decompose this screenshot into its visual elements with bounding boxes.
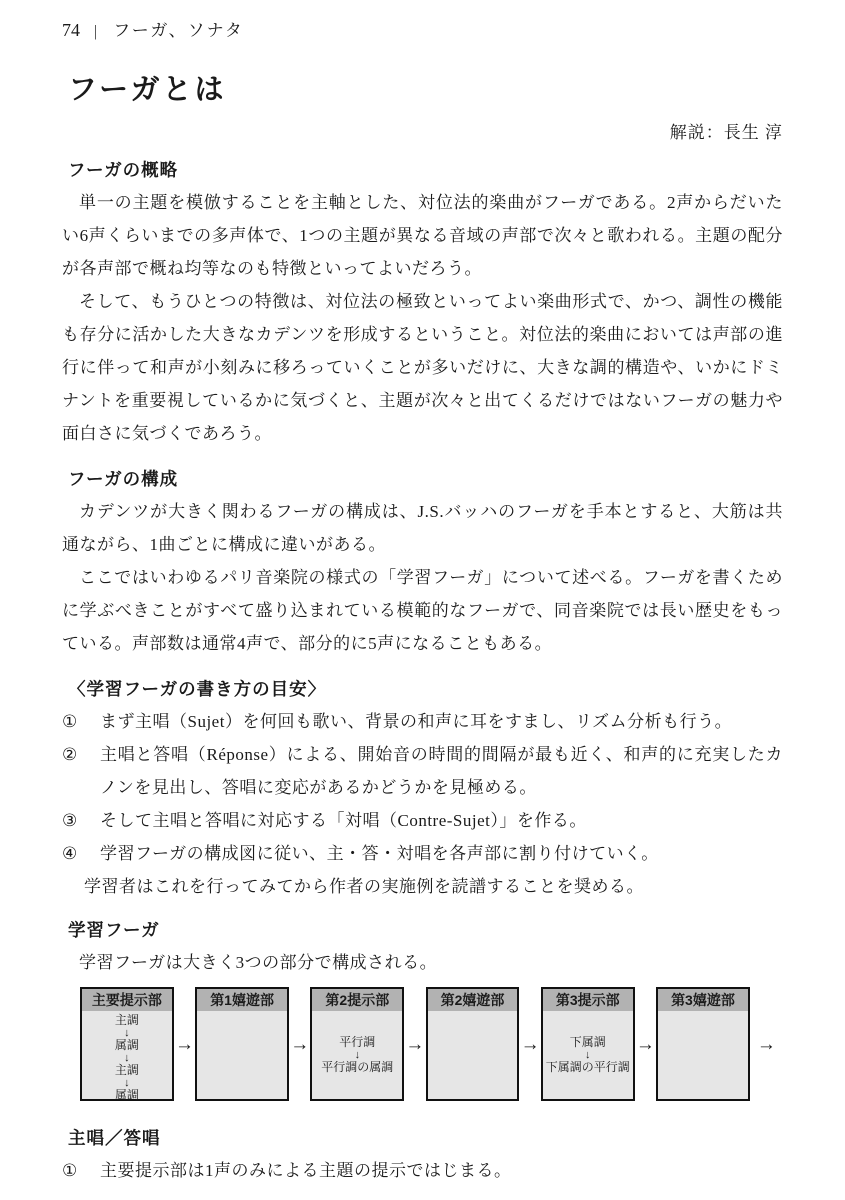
- box-body: [197, 1011, 287, 1099]
- key-label: 属調: [114, 1038, 139, 1053]
- right-arrow-icon: →: [520, 1033, 540, 1055]
- down-arrow-icon: ↓: [354, 1049, 361, 1062]
- key-label: 主調: [114, 1013, 139, 1028]
- paragraph-overview-1: 単一の主題を模倣することを主軸とした、対位法的楽曲がフーガである。2声からだいたい6声くらいまでの多声体で、1つの主題が異なる音域の声部で次々と歌われる。主題の配分が各声部で概ね均等なのも特徴といってよいだろう。: [62, 193, 783, 278]
- header-divider: |: [94, 23, 100, 40]
- key-label: 下属調: [569, 1035, 606, 1050]
- byline: 解説：長生 淳: [669, 123, 783, 142]
- key-label: 平行調の属調: [321, 1060, 394, 1075]
- right-arrow-icon: →: [405, 1033, 425, 1055]
- study-fugue-intro: 学習フーガは大きく3つの部分で構成される。: [79, 953, 438, 972]
- step-marker: ①: [62, 712, 78, 731]
- down-arrow-icon: ↓: [585, 1049, 591, 1062]
- diagram-box-main-exposition: [80, 987, 174, 1101]
- box-title: 第1嬉遊部: [197, 989, 287, 1011]
- box-title: 第3提示部: [543, 989, 633, 1011]
- step-text: そして主唱と答唱に対応する「対唱（Contre-Sujet）」を作る。: [100, 811, 587, 830]
- subject-answer-list: [62, 1154, 783, 1187]
- right-arrow-icon: →: [290, 1033, 310, 1055]
- key-label: 属調: [114, 1088, 139, 1103]
- box-body: [312, 1011, 402, 1099]
- subject-answer-item-1: [62, 1154, 783, 1187]
- step-marker: ③: [62, 811, 78, 830]
- guideline-note: 学習者はこれを行ってみてから作者の実施例を読譜することを奨める。: [84, 877, 644, 896]
- section-heading-structure: フーガの構成: [68, 469, 179, 489]
- right-arrow-icon: →: [635, 1033, 655, 1055]
- running-header: [62, 16, 783, 41]
- box-body: [82, 1011, 172, 1105]
- guideline-heading: 〈学習フーガの書き方の目安〉: [68, 679, 327, 699]
- diagram-box-exposition-3: [541, 987, 635, 1101]
- study-fugue-heading: 学習フーガ: [68, 920, 160, 940]
- fugue-structure-diagram: [80, 987, 783, 1101]
- paragraph-structure-2: ここではいわゆるパリ音楽院の様式の「学習フーガ」について述べる。フーガを書くために学ぶべきことがすべて盛り込まれている模範的なフーガで、同音楽院では長い歴史をもっている。声部数は通常4声で、部分的に5声になることもある。: [62, 568, 783, 653]
- paragraph-overview-2: そして、もうひとつの特徴は、対位法の極致といってよい楽曲形式で、かつ、調性の機能も存分に活かした大きなカデンツを形成するということ。対位法的楽曲においては声部の進行に伴って和声が小刻みに移ろっていくことが多いだけに、大きな調的構造や、いかにドミナントを重要視しているかに気づくと、主題が次々と出てくるだけではないフーガの魅力や面白さに気づくであろう。: [62, 292, 783, 443]
- step-marker: ④: [62, 844, 78, 863]
- box-body: [428, 1011, 518, 1099]
- box-body: [543, 1011, 633, 1099]
- down-arrow-icon: ↓: [124, 1077, 130, 1090]
- box-body: [658, 1011, 748, 1099]
- guideline-item-3: [62, 804, 783, 837]
- step-text: 主要提示部は1声のみによる主題の提示ではじまる。: [100, 1161, 512, 1180]
- box-title: 第2提示部: [312, 989, 402, 1011]
- guideline-item-2: [62, 738, 783, 804]
- section-heading-overview: フーガの概略: [68, 160, 179, 180]
- running-title: フーガ、ソナタ: [113, 21, 244, 40]
- step-text: 学習フーガの構成図に従い、主・答・対唱を各声部に割り付けていく。: [100, 844, 659, 863]
- box-title: 主要提示部: [82, 989, 172, 1011]
- step-marker: ①: [62, 1161, 78, 1180]
- guideline-item-4: [62, 837, 783, 870]
- diagram-box-episode-2: [426, 987, 520, 1101]
- page-title: フーガとは: [68, 74, 227, 106]
- step-marker: ②: [62, 745, 78, 764]
- box-title: 第2嬉遊部: [428, 989, 518, 1011]
- diagram-box-episode-1: [195, 987, 289, 1101]
- guideline-item-1: [62, 705, 783, 738]
- right-arrow-icon: →: [174, 1033, 194, 1055]
- down-arrow-icon: ↓: [124, 1052, 130, 1065]
- page-number: 74: [62, 20, 80, 40]
- diagram-box-exposition-2: [310, 987, 404, 1101]
- paragraph-structure-1: カデンツが大きく関わるフーガの構成は、J.S.バッハのフーガを手本とすると、大筋は共通ながら、1曲ごとに構成に違いがある。: [62, 502, 783, 554]
- step-text: まず主唱（Sujet）を何回も歌い、背景の和声に耳をすまし、リズム分析も行う。: [100, 712, 733, 731]
- key-label: 主調: [114, 1063, 139, 1078]
- guideline-list: [62, 705, 783, 870]
- subject-answer-heading: 主唱／答唱: [68, 1128, 161, 1148]
- key-label: 平行調: [339, 1035, 376, 1050]
- step-text: 主唱と答唱（Réponse）による、開始音の時間的間隔が最も近く、和声的に充実したカノンを見出し、答唱に変応があるかどうかを見極める。: [100, 745, 783, 797]
- diagram-box-episode-3: [656, 987, 750, 1101]
- down-arrow-icon: ↓: [124, 1027, 130, 1040]
- key-label: 下属調の平行調: [545, 1060, 630, 1075]
- box-title: 第3嬉遊部: [658, 989, 748, 1011]
- right-arrow-icon: →: [756, 1033, 776, 1055]
